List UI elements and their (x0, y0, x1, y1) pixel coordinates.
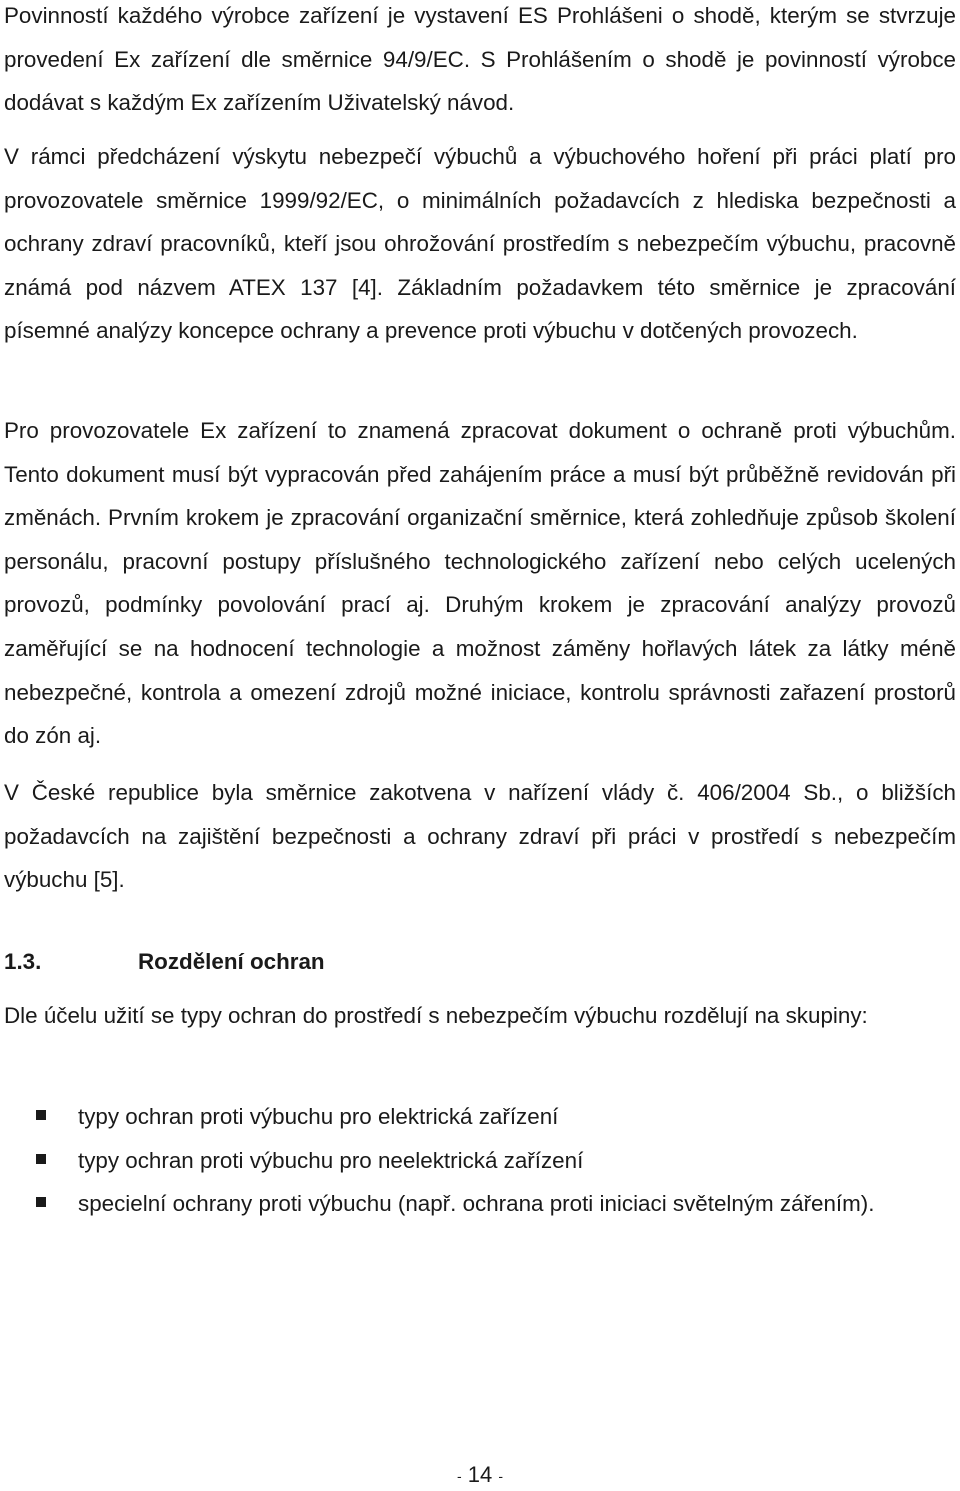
paragraph-protection-groups: Dle účelu užití se typy ochran do prostředí s nebezpečím výbuchu rozdělují na skupiny: (4, 1003, 868, 1028)
list-item (4, 1139, 956, 1183)
list-item-text: typy ochran proti výbuchu pro elektrická zařízení (78, 1104, 559, 1129)
square-bullet-icon (36, 1197, 46, 1207)
list-item (4, 1095, 956, 1139)
paragraph-czech-regulation: V České republice byla směrnice zakotvena v nařízení vlády č. 406/2004 Sb., o bližších požadavcích na zajištění bezpečnosti a ochrany zdraví při práci v prostředí s nebezpečím výbuchu [5]. (4, 780, 956, 893)
footer-dash-right: - (498, 1468, 504, 1485)
section-number: 1.3. (4, 949, 42, 974)
list-item-text: typy ochran proti výbuchu pro neelektrická zařízení (78, 1147, 584, 1173)
section-title: Rozdělení ochran (138, 949, 325, 974)
square-bullet-icon (36, 1154, 46, 1164)
paragraph-explosion-protection-document: Pro provozovatele Ex zařízení to znamená zpracovat dokument o ochraně proti výbuchům. Tento dokument musí být vypracován před zahájením práce a musí být průběžně revidován při změnách. Prvním krokem je zpracování organizační směrnice, která zohledňuje způsob školení personálu, pracovní postupy příslušného technologického zařízení nebo celých ucelených provozů, podmínky povolování prací aj. Druhým krokem je zpracování analýzy provozů zaměřující se na hodnocení technologie a možnost záměny hořlavých látek za látky méně nebezpečné, kontrola a omezení zdrojů možné iniciace, kontrolu správnosti zařazení prostorů do zón aj. (4, 418, 956, 749)
paragraph-declaration: Povinností každého výrobce zařízení je vystavení ES Prohlášeni o shodě, kterým se stvrzuje provedení Ex zařízení dle směrnice 94/9/EC. S Prohlášením o shodě je povinností výrobce dodávat s každým Ex zařízením Uživatelský návod. (4, 3, 956, 116)
page-footer (0, 1460, 960, 1491)
page-number: 14 (467, 1462, 493, 1487)
protection-type-list (4, 1095, 956, 1226)
list-item (4, 1182, 956, 1226)
list-item-text: specielní ochrany proti výbuchu (např. ochrana proti iniciaci světelným zářením). (78, 1191, 875, 1217)
square-bullet-icon (36, 1110, 46, 1120)
paragraph-atex-directive: V rámci předcházení výskytu nebezpečí výbuchů a výbuchového hoření při práci platí pro provozovatele směrnice 1999/92/EC, o minimálních požadavcích z hlediska bezpečnosti a ochrany zdraví pracovníků, kteří jsou ohrožování prostředím s nebezpečím výbuchu, pracovně známá pod názvem ATEX 137 [4]. Základním požadavkem této směrnice je zpracování písemné analýzy koncepce ochrany a prevence proti výbuchu v dotčených provozech. (4, 144, 956, 344)
section-heading (4, 940, 956, 984)
footer-dash-left: - (456, 1468, 462, 1485)
